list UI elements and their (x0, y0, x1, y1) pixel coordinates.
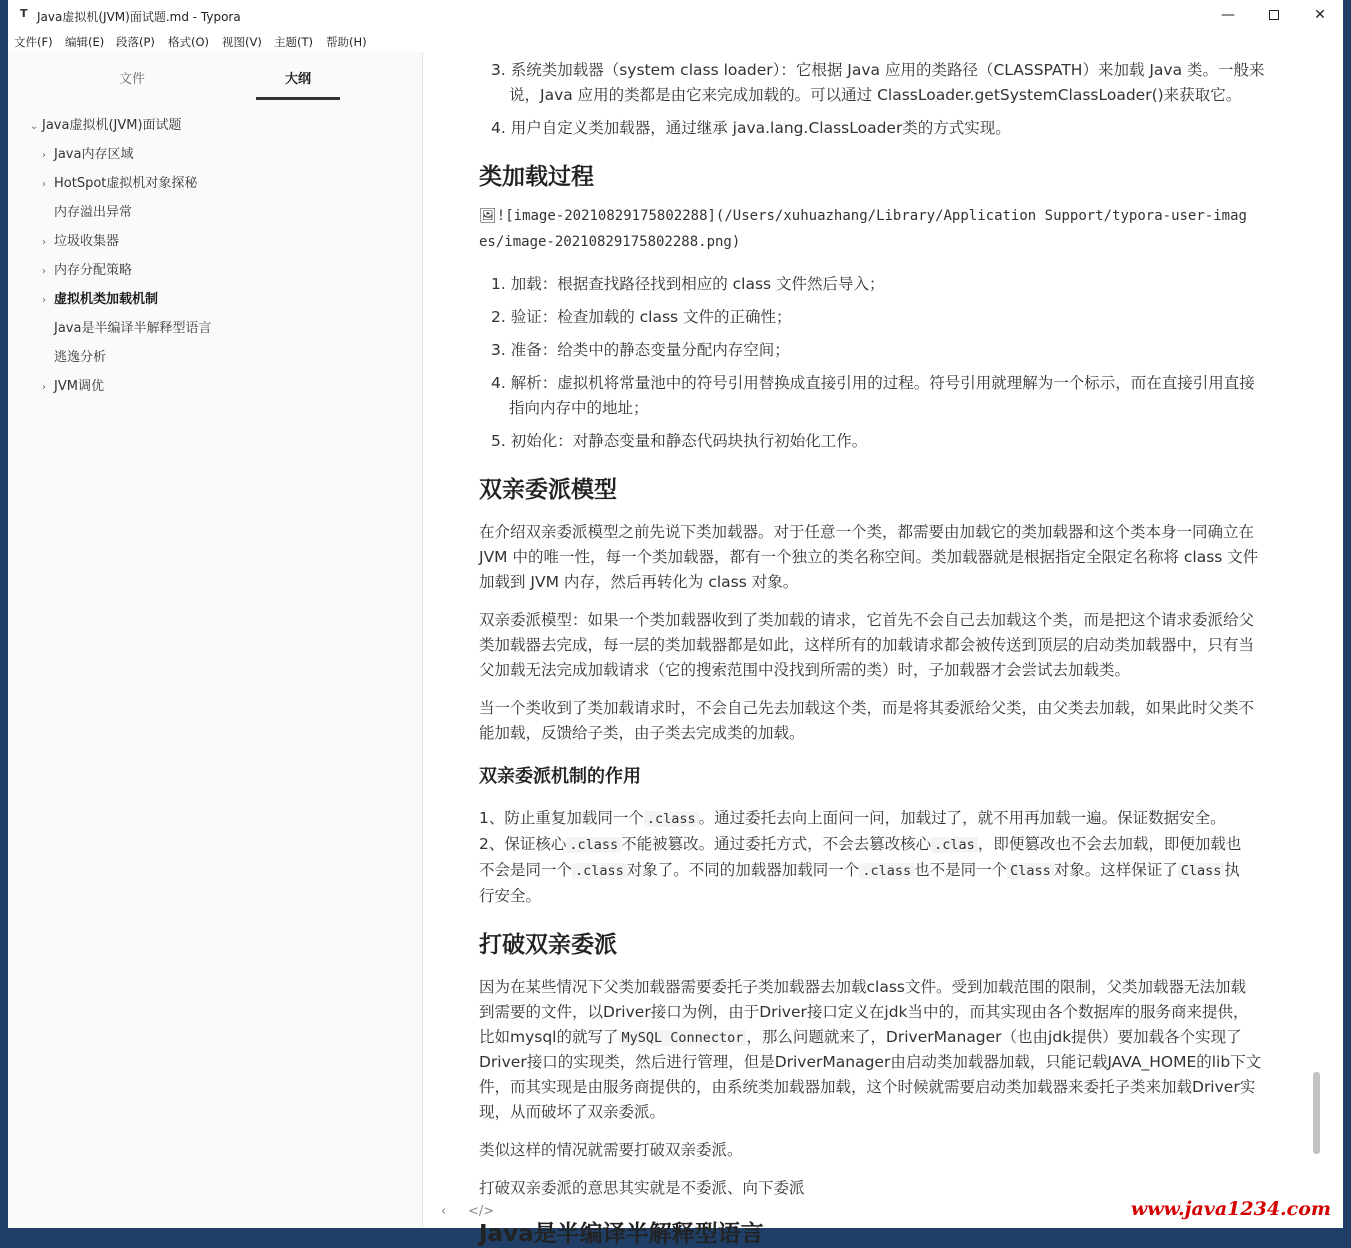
paragraph-line: 因为在某些情况下父类加载器需要委托子类加载器去加载class文件。受到加载范围的限制，父类加载器无法加载 (479, 978, 1246, 996)
inline-code: .class (566, 837, 621, 853)
paragraph-line: 能加载，反馈给子类，由子类去完成类的加载。 (479, 724, 805, 742)
minimize-button[interactable]: — (1221, 7, 1235, 23)
text: 比如mysql的就写了 (479, 1028, 619, 1046)
inline-code: .class (572, 863, 627, 879)
paragraph-line: 父加载无法完成加载请求（它的搜索范围中没找到所需的类）时，子加载器才会尝试去加载类。 (479, 661, 1131, 679)
outline-item-root[interactable] (30, 114, 182, 136)
outline-label: HotSpot虚拟机对象探秘 (54, 176, 198, 191)
list-item: 3. 准备：给类中的静态变量分配内存空间； (491, 341, 790, 359)
paragraph-line: 类加载器去完成，每一层的类加载器都是如此，这样所有的加载请求都会被传送到顶层的启动类加载器中，只有当 (479, 636, 1255, 654)
text: 1、防止重复加载同一个 (479, 809, 644, 827)
outline-label: Java是半编译半解释型语言 (54, 321, 212, 336)
list-item: 4. 用户自定义类加载器，通过继承 java.lang.ClassLoader类的方式实现。 (491, 119, 1011, 137)
paragraph-line: 当一个类收到了类加载请求时，不会自己先去加载这个类，而是将其委派给父类，由父类去加载，如果此时父类不 (479, 699, 1255, 717)
tab-outline[interactable]: 大纲 (256, 68, 340, 100)
toggle-sidebar-icon[interactable]: ‹ (441, 1204, 447, 1219)
maximize-icon (1269, 10, 1279, 20)
menu-file[interactable]: 文件(F) (14, 35, 53, 49)
menu-theme[interactable]: 主题(T) (274, 35, 313, 49)
menu-view[interactable]: 视图(V) (222, 35, 262, 49)
outline-label: 内存溢出异常 (54, 205, 133, 220)
text: 。通过委托去向上面问一问，加载过了，就不用再加载一遍。保证数据安全。 (698, 809, 1226, 827)
chevron-right-icon[interactable]: › (42, 237, 46, 248)
list-item: 1. 加载：根据查找路径找到相应的 class 文件然后导入； (491, 275, 885, 293)
text: ，那么问题就来了，DriverManager（也由jdk提供）要加载各个实现了 (746, 1028, 1242, 1046)
chevron-down-icon[interactable]: ⌄ (30, 121, 39, 132)
chevron-right-icon[interactable]: › (42, 295, 46, 306)
list-item: 4. 解析：虚拟机将常量池中的符号引用替换成直接引用的过程。符号引用就理解为一个标示，而在直接引用直接 (491, 374, 1255, 392)
paragraph-line (479, 832, 1241, 854)
chevron-right-icon[interactable]: › (42, 382, 46, 393)
paragraph-line: 类似这样的情况就需要打破双亲委派。 (479, 1141, 743, 1159)
paragraph-line (479, 806, 1226, 828)
text: 也不是同一个 (914, 861, 1008, 879)
outline-item[interactable] (42, 230, 119, 252)
close-button[interactable]: ✕ (1314, 7, 1326, 23)
chevron-right-icon[interactable]: › (42, 150, 46, 161)
inline-code: MySQL Connector (619, 1030, 747, 1046)
outline-item[interactable] (42, 201, 132, 223)
image-markdown-ref (479, 208, 1247, 224)
text: 2、保证核心 (479, 835, 567, 853)
maximize-button[interactable] (1251, 0, 1297, 30)
list-item: 3. 系统类加载器（system class loader）：它根据 Java 应用的类路径（CLASSPATH）来加载 Java 类。一般来 (491, 61, 1265, 79)
outline-label: 内存分配策略 (54, 263, 133, 278)
heading-delegation-purpose: 双亲委派机制的作用 (479, 766, 641, 787)
outline-label: 垃圾收集器 (54, 234, 120, 249)
outline-item[interactable] (42, 346, 106, 368)
typora-window (8, 0, 1343, 1247)
paragraph-line: 加载到 JVM 内存，然后再转化为 class 对象。 (479, 573, 799, 591)
paragraph-line: 行安全。 (479, 887, 542, 905)
outline-label: JVM调优 (54, 379, 104, 394)
paragraph-line: 打破双亲委派的意思其实就是不委派、向下委派 (479, 1179, 805, 1197)
outline-item[interactable] (42, 375, 104, 397)
outline-label: 虚拟机类加载机制 (54, 292, 159, 307)
window-title: Java虚拟机(JVM)面试题.md - Typora (37, 10, 241, 24)
list-item-cont: 说，Java 应用的类都是由它来完成加载的。可以通过 ClassLoader.getSystemClassLoader()来获取它。 (509, 86, 1242, 104)
broken-image-icon: 🖼 (479, 208, 497, 224)
outline-item[interactable] (42, 172, 197, 194)
inline-code: Class (1178, 863, 1225, 879)
editor-pane[interactable] (423, 52, 1328, 1247)
text: 不会是同一个 (479, 861, 573, 879)
inline-code: Class (1007, 863, 1054, 879)
inline-code: .class (859, 863, 914, 879)
menu-edit[interactable]: 编辑(E) (65, 35, 105, 49)
inline-code: .class (644, 811, 699, 827)
image-markdown-ref-cont: es/image-20210829175802288.png) (479, 234, 741, 250)
menu-format[interactable]: 格式(O) (168, 35, 210, 49)
outline-item-active[interactable] (42, 288, 158, 310)
inline-code: .clas (931, 837, 978, 853)
heading-class-loading-process: 类加载过程 (479, 164, 594, 190)
typora-logo-icon: T (20, 7, 28, 20)
paragraph-line (479, 1025, 1242, 1047)
text: ，即便篡改也不会去加载，即便加载也 (977, 835, 1242, 853)
paragraph-line: JVM 中的唯一性，每一个类加载器，都有一个独立的类名称空间。类加载器就是根据指定全限定名称将 class 文件 (479, 548, 1259, 566)
paragraph-line: Driver接口的实现类，然后进行管理，但是DriverManager由启动类加载器加载，只能记载JAVA_HOME的lib下文 (479, 1053, 1262, 1071)
paragraph-line: 件，而其实现是由服务商提供的，由系统类加载器加载，这个时候就需要启动类加载器来委托子类来加载Driver实 (479, 1078, 1256, 1096)
outline-item[interactable] (42, 143, 133, 165)
image-ref-text: ![image-20210829175802288](/Users/xuhuazhang/Library/Application Support/typora-user-imag (496, 208, 1247, 224)
outline-label: Java内存区域 (54, 147, 134, 162)
paragraph-line: 到需要的文件，以Driver接口为例，由于Driver接口定义在jdk当中的，而其实现由各个数据库的服务商来提供， (479, 1003, 1249, 1021)
menu-help[interactable]: 帮助(H) (326, 35, 367, 49)
sidebar (8, 52, 423, 1228)
chevron-right-icon[interactable]: › (42, 266, 46, 277)
outline-label: 逃逸分析 (54, 350, 107, 365)
menu-paragraph[interactable]: 段落(P) (116, 35, 155, 49)
paragraph-line: 在介绍双亲委派模型之前先说下类加载器。对于任意一个类，都需要由加载它的类加载器和这个类本身一同确立在 (479, 523, 1255, 541)
paragraph-line (479, 858, 1240, 880)
outline-item[interactable] (42, 317, 211, 339)
outline-item[interactable] (42, 259, 132, 281)
text: 不能被篡改。通过委托方式，不会去篡改核心 (621, 835, 932, 853)
text: 对象。这样保证了 (1053, 861, 1178, 879)
title-bar (8, 0, 1343, 30)
paragraph-line: 现，从而破坏了双亲委派。 (479, 1103, 666, 1121)
chevron-right-icon[interactable]: › (42, 179, 46, 190)
outline-label: Java虚拟机(JVM)面试题 (42, 118, 182, 133)
paragraph-line: 双亲委派模型：如果一个类加载器收到了类加载的请求，它首先不会自己去加载这个类，而是把这个请求委派给父 (479, 611, 1255, 629)
list-item-cont: 指向内存中的地址； (509, 399, 649, 417)
heading-break-delegation: 打破双亲委派 (479, 932, 617, 958)
list-item: 2. 验证：检查加载的 class 文件的正确性； (491, 308, 792, 326)
heading-parent-delegation: 双亲委派模型 (479, 477, 617, 503)
editor-scrollbar[interactable] (1313, 1072, 1320, 1154)
text: 执 (1224, 861, 1240, 879)
list-item: 5. 初始化：对静态变量和静态代码块执行初始化工作。 (491, 432, 868, 450)
heading-partial-next: Java是半编译半解释型语言 (479, 1221, 764, 1247)
menu-bar (8, 30, 1343, 52)
text: 对象了。不同的加载器加载同一个 (626, 861, 860, 879)
source-code-mode-icon[interactable]: </> (468, 1204, 495, 1219)
watermark: www.java1234.com (1130, 1198, 1331, 1220)
tab-files[interactable]: 文件 (118, 72, 145, 87)
